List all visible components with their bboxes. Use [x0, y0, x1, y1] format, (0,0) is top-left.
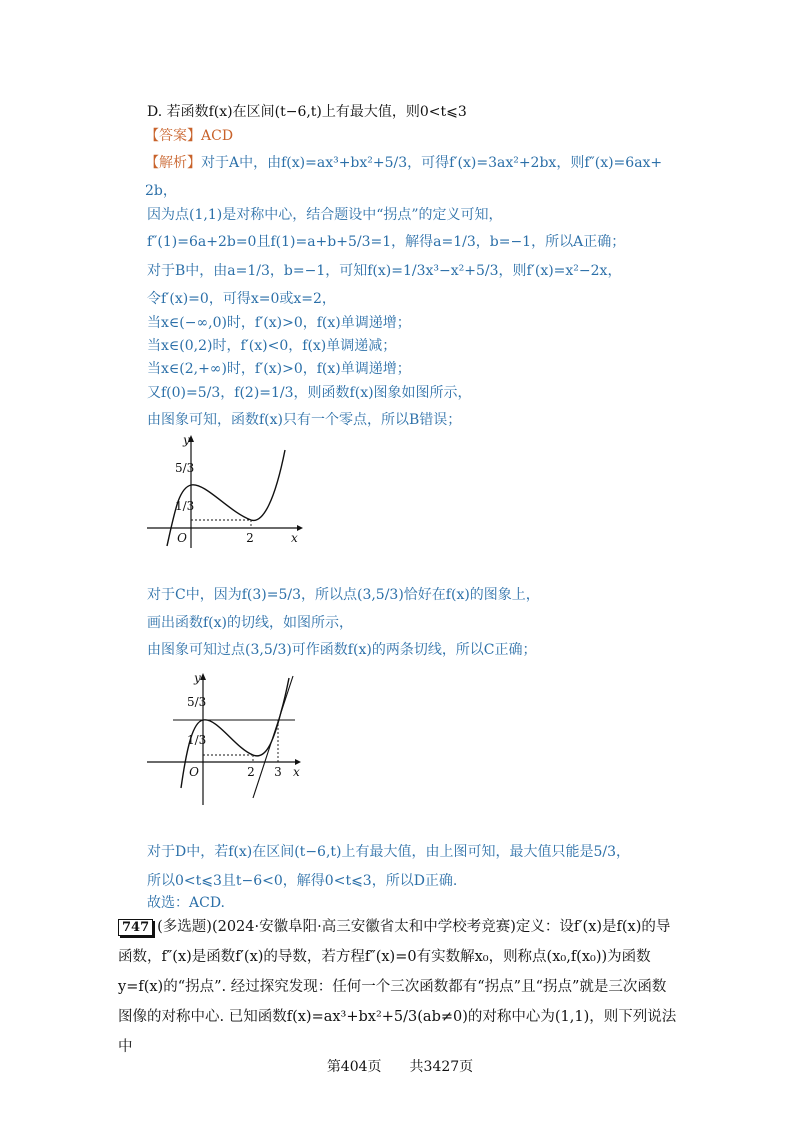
- graph2-y-label: y: [194, 671, 201, 685]
- cubic-graph-2: [145, 670, 305, 810]
- graph2-tick-13: 1/3: [187, 733, 207, 747]
- graph2-x-label: x: [293, 765, 300, 779]
- analysis-line-14: 由图象可知过点(3,5/3)可作函数f(x)的两条切线，所以C正确；: [147, 642, 537, 658]
- cubic-graph-1: [145, 430, 305, 550]
- analysis-line-16: 所以0<t⩽3且t−6<0，解得0<t⩽3，所以D正确.: [147, 873, 458, 889]
- analysis-line-2: 2b，: [145, 183, 177, 199]
- analysis-line-4: f″(1)=6a+2b=0且f(1)=a+b+5/3=1，解得a=1/3，b=−1，所以A正确；: [147, 234, 626, 250]
- analysis-line-11: 由图象可知，函数f(x)只有一个零点，所以B错误；: [147, 412, 462, 428]
- graph1-origin: O: [177, 531, 187, 545]
- analysis-line-6: 令f′(x)=0，可得x=0或x=2，: [147, 291, 336, 307]
- graph1-tick-53: 5/3: [175, 461, 195, 475]
- analysis-line-7: 当x∈(−∞,0)时，f′(x)>0，f(x)单调递增；: [147, 315, 411, 331]
- analysis-line-5: 对于B中，由a=1/3，b=−1，可知f(x)=1/3x³−x²+5/3，则f′(x)=x²−2x，: [147, 263, 622, 279]
- analysis-line-17: 故选：ACD.: [147, 895, 225, 911]
- analysis-text-1: 对于A中，由f(x)=ax³+bx²+5/3，可得f′(x)=3ax²+2bx，则f″(x)=6ax+: [201, 155, 663, 171]
- graph1-y-label: y: [183, 433, 190, 447]
- graph1-tick-2: 2: [246, 531, 254, 545]
- analysis-line-13: 画出函数f(x)的切线，如图所示，: [147, 615, 354, 631]
- graph2-y-arrow: [200, 673, 206, 680]
- analysis-line-8: 当x∈(0,2)时，f′(x)<0，f(x)单调递减；: [147, 338, 397, 354]
- question-number-badge: 747: [118, 919, 153, 936]
- question-text: (多选题)(2024·安徽阜阳·高三安徽省太和中学校考竞赛)定义：设f′(x)是f(x)的导函数，f″(x)是函数f′(x)的导数，若方程f″(x)=0有实数解x₀，则称点(x₀,f(x₀))为函数y=f(x)的“拐点”. 经过探究发现：任何一个三次函数都有“拐点”且“拐点”就是三次函数图像的对称中心. 已知函数f(x)=ax³+bx²+5/3(ab≠0)的对称中心为(1,1)，则下列说法中: [118, 919, 677, 1055]
- analysis-line-3: 因为点(1,1)是对称中心，结合题设中“拐点”的定义可知，: [147, 207, 503, 223]
- graph1-tick-13: 1/3: [175, 499, 195, 513]
- analysis-line-12: 对于C中，因为f(3)=5/3，所以点(3,5/3)恰好在f(x)的图象上，: [147, 587, 540, 603]
- analysis-label: 【解析】: [145, 155, 201, 171]
- question-747: [118, 912, 678, 1062]
- option-d: D. 若函数f(x)在区间(t−6,t)上有最大值，则0<t⩽3: [147, 104, 467, 120]
- graph2-tick-53: 5/3: [187, 695, 207, 709]
- analysis-line-9: 当x∈(2,+∞)时，f′(x)>0，f(x)单调递增；: [147, 361, 411, 377]
- graph2-tick-2: 2: [247, 765, 255, 779]
- graph1-x-arrow: [297, 525, 303, 531]
- analysis-line-10: 又f(0)=5/3，f(2)=1/3，则函数f(x)图象如图所示，: [147, 385, 472, 401]
- answer-label: 【答案】ACD: [145, 128, 234, 144]
- graph2-origin: O: [189, 765, 199, 779]
- analysis-line-1: [145, 154, 662, 172]
- page-footer: 第404页 共3427页: [326, 1059, 474, 1075]
- graph2-tick-3: 3: [274, 765, 282, 779]
- graph1-x-label: x: [291, 531, 298, 545]
- analysis-line-15: 对于D中，若f(x)在区间(t−6,t)上有最大值，由上图可知，最大值只能是5/3，: [147, 844, 631, 860]
